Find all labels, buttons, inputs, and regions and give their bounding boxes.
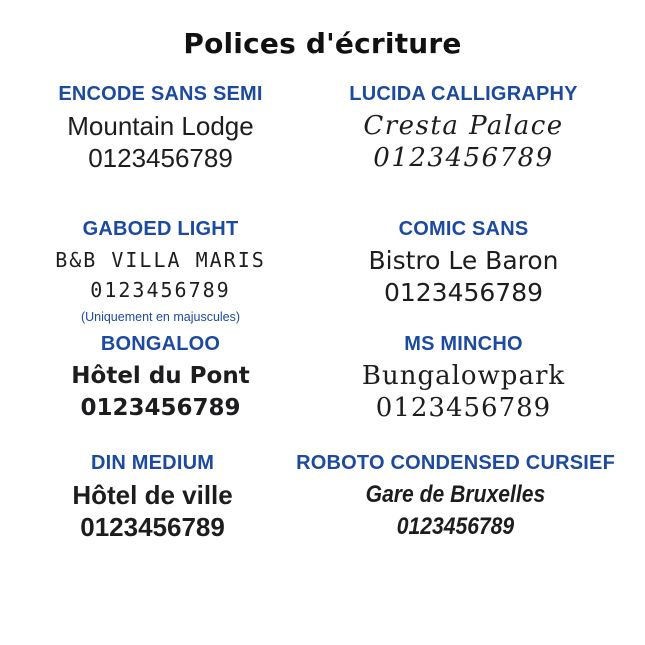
font-heading-din-medium: DIN MEDIUM (90, 452, 215, 474)
font-samples-grid (9, 81, 615, 543)
sample-digits-text: 0123456789 (90, 278, 231, 302)
page-title: Polices d'écriture (183, 27, 462, 60)
font-sample-lucida-calligraphy (312, 81, 615, 174)
sample-digits-text: 0123456789 (383, 278, 544, 307)
sample-digits-text: 0123456789 (80, 512, 225, 542)
uppercase-only-note: (Uniquement en majuscules) (80, 310, 241, 324)
samples-row-4 (9, 450, 615, 543)
font-heading-encode-sans-semi: ENCODE SANS SEMI (58, 83, 263, 105)
font-heading-lucida-calligraphy: LUCIDA CALLIGRAPHY (349, 83, 578, 105)
font-sample-encode-sans-semi (9, 81, 312, 174)
font-heading-bongaloo: BONGALOO (100, 333, 221, 355)
font-heading-comic-sans: COMIC SANS (398, 218, 529, 240)
font-sample-bongaloo (9, 331, 312, 424)
font-heading-ms-mincho: MS MINCHO (404, 333, 523, 355)
sample-digits-text: 0123456789 (396, 513, 515, 540)
sample-name-text: Gare de Bruxelles (365, 481, 546, 508)
samples-row-1 (9, 81, 615, 174)
font-sample-roboto-condensed-cursief (296, 450, 615, 543)
sample-name-text: B&B VILLA MARIS (55, 248, 266, 272)
samples-row-2 (9, 216, 615, 325)
sample-name-text: Bungalowpark (361, 361, 566, 391)
sample-digits-text: 0123456789 (80, 395, 241, 421)
sample-name-text: Hôtel de ville (72, 480, 233, 510)
sample-name-text: Hôtel du Pont (71, 363, 250, 389)
font-specimen-page (0, 27, 645, 645)
samples-row-3 (9, 331, 615, 424)
font-sample-ms-mincho (312, 331, 615, 424)
sample-digits-text: 0123456789 (88, 143, 233, 173)
sample-name-text: Mountain Lodge (67, 111, 254, 141)
font-heading-gaboed-light: GABOED LIGHT (82, 218, 239, 240)
font-sample-comic-sans (312, 216, 615, 325)
sample-name-text: Bistro Le Baron (368, 246, 559, 275)
font-sample-din-medium (9, 450, 296, 543)
font-heading-roboto-condensed-cursief: ROBOTO CONDENSED CURSIEF (296, 452, 615, 474)
sample-digits-text: 0123456789 (375, 393, 552, 423)
sample-name-text: Cresta Palace (363, 111, 564, 141)
font-sample-gaboed-light (9, 216, 312, 325)
sample-digits-text: 0123456789 (373, 143, 554, 173)
